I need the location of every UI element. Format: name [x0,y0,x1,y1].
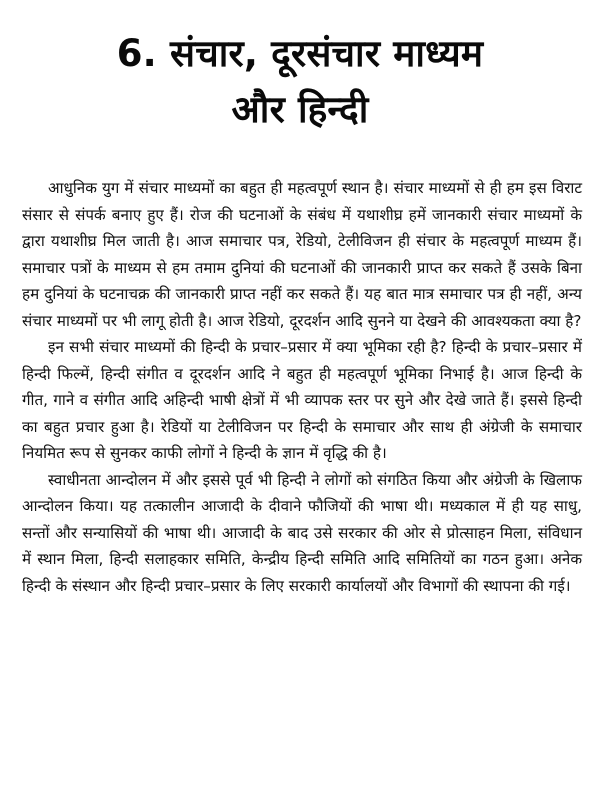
chapter-title-line-2: और हिन्दी [231,88,369,131]
chapter-body [22,175,582,599]
paragraph-2: इन सभी संचार माध्यमों की हिन्दी के प्रचार–प्रसार में क्या भूमिका रही है? हिन्दी के प्रचार–प्रसार में हिन्दी फिल्में, हिन्दी संगीत व दूरदर्शन आदि ने बहुत ही महत्वपूर्ण भूमिका निभाई है। आज हिन्दी के गीत, गाने व संगीत आदि अहिन्दी भाषी क्षेत्रों में भी व्यापक स्तर पर सुने और देखे जाते हैं। इससे हिन्दी का बहुत प्रचार हुआ है। रेडियों या टेलीविजन पर हिन्दी के समाचार और साथ ही अंग्रेजी के समाचार नियमित रूप से सुनकर काफी लोगों ने हिन्दी के ज्ञान में वृद्धि की है। [22,338,582,462]
chapter-title [0,0,600,138]
paragraph-3: स्वाधीनता आन्दोलन में और इससे पूर्व भी हिन्दी ने लोगों को संगठित किया और अंग्रेजी के खिलाफ आन्दोलन किया। यह तत्कालीन आजादी के दीवाने फौजियों की भाषा थी। मध्यकाल में ही यह साधु, सन्तों और सन्यासियों की भाषा थी। आजादी के बाद उसे सरकार की ओर से प्रोत्साहन मिला, संविधान में स्थान मिला, हिन्दी सलाहकार समिति, केन्द्रीय हिन्दी समिति आदि समितियों का गठन हुआ। अनेक हिन्दी के संस्थान और हिन्दी प्रचार–प्रसार के लिए सरकारी कार्यालयों और विभागों की स्थापना की गई। [22,470,582,595]
paragraph-1: आधुनिक युग में संचार माध्यमों का बहुत ही महत्वपूर्ण स्थान है। संचार माध्यमों से ही हम इस विराट संसार से संपर्क बनाए हुए हैं। रोज की घटनाओं के संबंध में यथाशीघ्र हमें जानकारी संचार माध्यमों के द्वारा यथाशीघ्र मिल जाती है। आज समाचार पत्र, रेडियो, टेलीविजन ही संचार के महत्वपूर्ण माध्यम हैं। समाचार पत्रों के माध्यम से हम तमाम दुनियां की घटनाओं की जानकारी प्राप्त कर सकते हैं उसके बिना हम दुनियां के घटनाचक्र की जानकारी प्राप्त नहीं कर सकते हैं। यह बात मात्र समाचार पत्र ही नहीं, अन्य संचार माध्यमों पर भी लागू होती है। आज रेडियो, दूरदर्शन आदि सुनने या देखने की आवश्यकता क्या है? [22,179,582,330]
chapter-title-line-1: 6. संचार, दूरसंचार माध्यम [116,32,484,75]
